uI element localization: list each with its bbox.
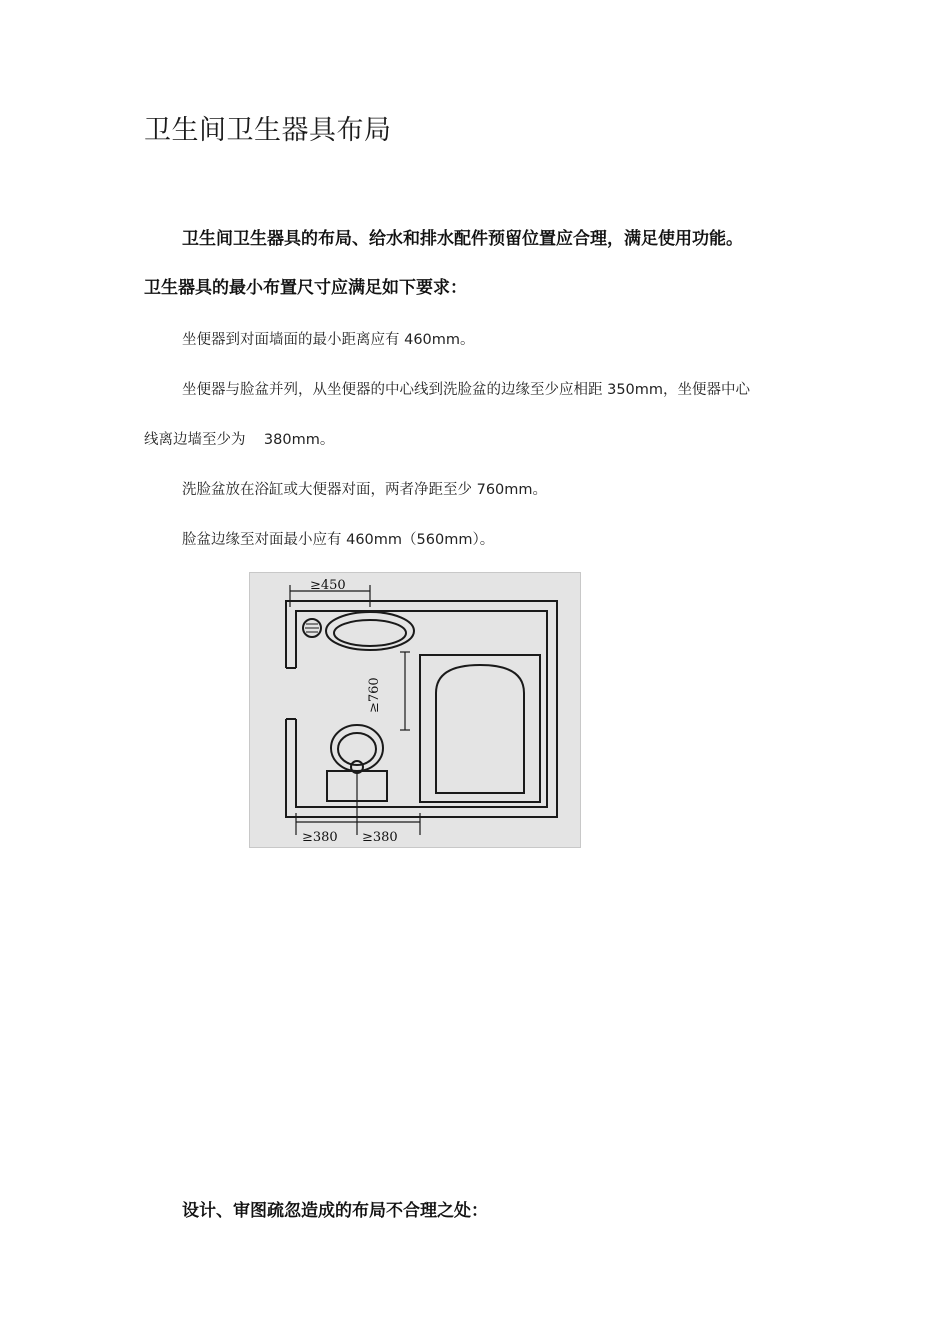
lead-paragraph-2: 卫生器具的最小布置尺寸应满足如下要求：	[144, 278, 467, 298]
dimension-label-top: ≥450	[310, 578, 346, 593]
page-title: 卫生间卫生器具布局	[144, 115, 392, 146]
requirement-2-line-2: 线离边墙至少为 380mm。	[144, 432, 335, 448]
requirement-4: 脸盆边缘至对面最小应有 460mm（560mm）。	[182, 532, 495, 548]
lead-paragraph-1: 卫生间卫生器具的布局、给水和排水配件预留位置应合理，满足使用功能。	[182, 229, 743, 249]
requirement-1: 坐便器到对面墙面的最小距离应有 460mm。	[182, 332, 475, 348]
dimension-label-bottom-left: ≥380	[302, 830, 338, 845]
dimension-label-vertical: ≥760	[367, 677, 382, 713]
requirement-2-line-1: 坐便器与脸盆并列，从坐便器的中心线到洗脸盆的边缘至少应相距 350mm，坐便器中心	[182, 382, 751, 398]
requirement-3: 洗脸盆放在浴缸或大便器对面，两者净距至少 760mm。	[182, 482, 548, 498]
section-heading: 设计、审图疏忽造成的布局不合理之处：	[182, 1201, 488, 1221]
dimension-label-bottom-right: ≥380	[362, 830, 398, 845]
bathroom-layout-diagram	[250, 573, 580, 847]
bathroom-layout-figure	[249, 572, 581, 848]
